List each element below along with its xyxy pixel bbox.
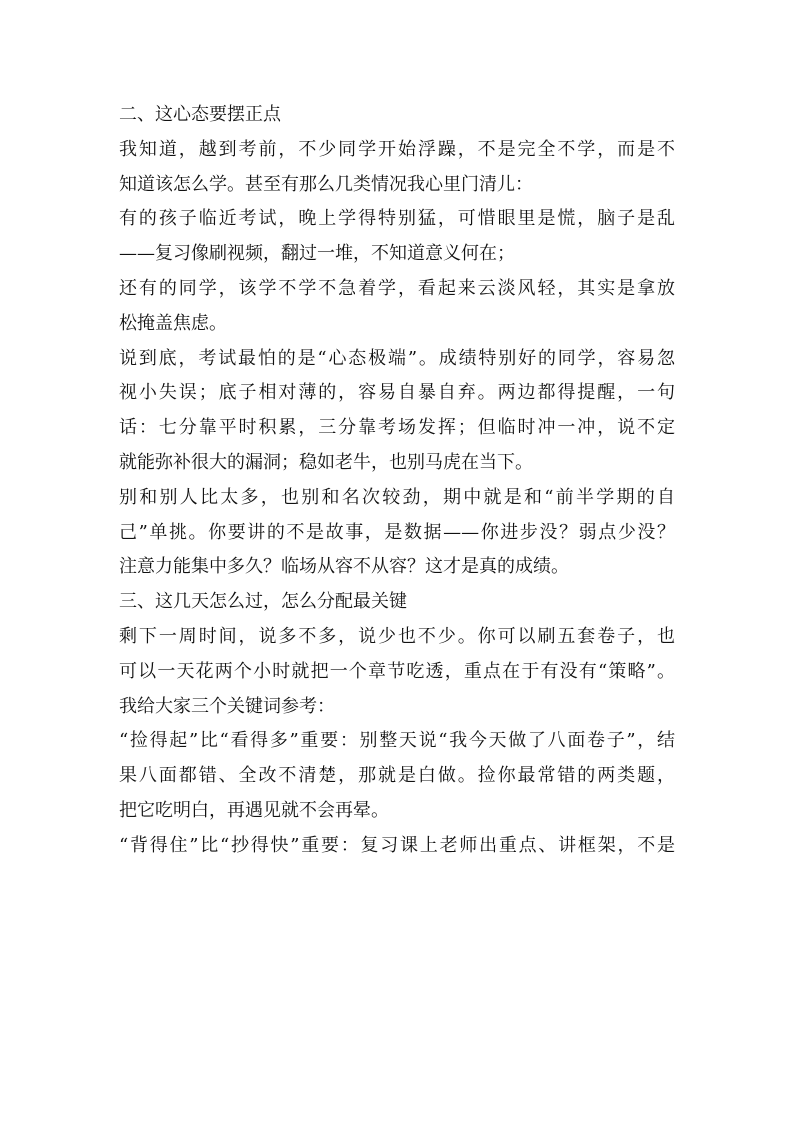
paragraph-line: 还有的同学，该学不学不急着学，看起来云淡风轻，其实是拿放 — [119, 277, 675, 299]
paragraph-line: 知道该怎么学。甚至有那么几类情况我心里门清儿： — [119, 173, 533, 195]
paragraph-line: 松掩盖焦虑。 — [119, 312, 227, 334]
paragraph-line: 注意力能集中多久？临场从容不从容？这才是真的成绩。 — [119, 556, 569, 578]
paragraph-line: “捡得起”比“看得多”重要：别整天说“我今天做了八面卷子”，结 — [119, 730, 675, 752]
section-heading-mindset: 二、这心态要摆正点 — [119, 104, 281, 125]
section-heading-schedule: 三、这几天怎么过，怎么分配最关键 — [119, 591, 407, 613]
paragraph-line: 我给大家三个关键词参考： — [119, 695, 335, 717]
paragraph-line: 有的孩子临近考试，晚上学得特别猛，可惜眼里是慌，脑子是乱 — [119, 208, 675, 230]
paragraph-line: 剩下一周时间，说多不多，说少也不少。你可以刷五套卷子，也 — [119, 625, 675, 647]
paragraph-line: 视小失误；底子相对薄的，容易自暴自弃。两边都得提醒，一句 — [119, 382, 675, 404]
paragraph-line: 说到底，考试最怕的是“心态极端”。成绩特别好的同学，容易忽 — [119, 347, 675, 369]
paragraph-line: 话：七分靠平时积累，三分靠考场发挥；但临时冲一冲，说不定 — [119, 417, 675, 439]
paragraph-line: 己”单挑。你要讲的不是故事，是数据——你进步没？弱点少没？ — [119, 521, 675, 543]
paragraph-line: 把它吃明白，再遇见就不会再晕。 — [119, 799, 389, 821]
paragraph-line: ——复习像刷视频，翻过一堆，不知道意义何在； — [119, 243, 515, 265]
paragraph-line: 果八面都错、全改不清楚，那就是白做。捡你最常错的两类题， — [119, 765, 675, 787]
document-body — [119, 98, 675, 864]
paragraph-line: 我知道，越到考前，不少同学开始浮躁，不是完全不学，而是不 — [119, 138, 675, 160]
paragraph-line: 可以一天花两个小时就把一个章节吃透，重点在于有没有“策略”。 — [119, 660, 675, 682]
paragraph-line: “背得住”比“抄得快”重要：复习课上老师出重点、讲框架，不是 — [119, 834, 675, 856]
paragraph-line: 别和别人比太多，也别和名次较劲，期中就是和“前半学期的自 — [119, 486, 675, 508]
paragraph-line: 就能弥补很大的漏洞；稳如老牛，也别马虎在当下。 — [119, 451, 533, 473]
